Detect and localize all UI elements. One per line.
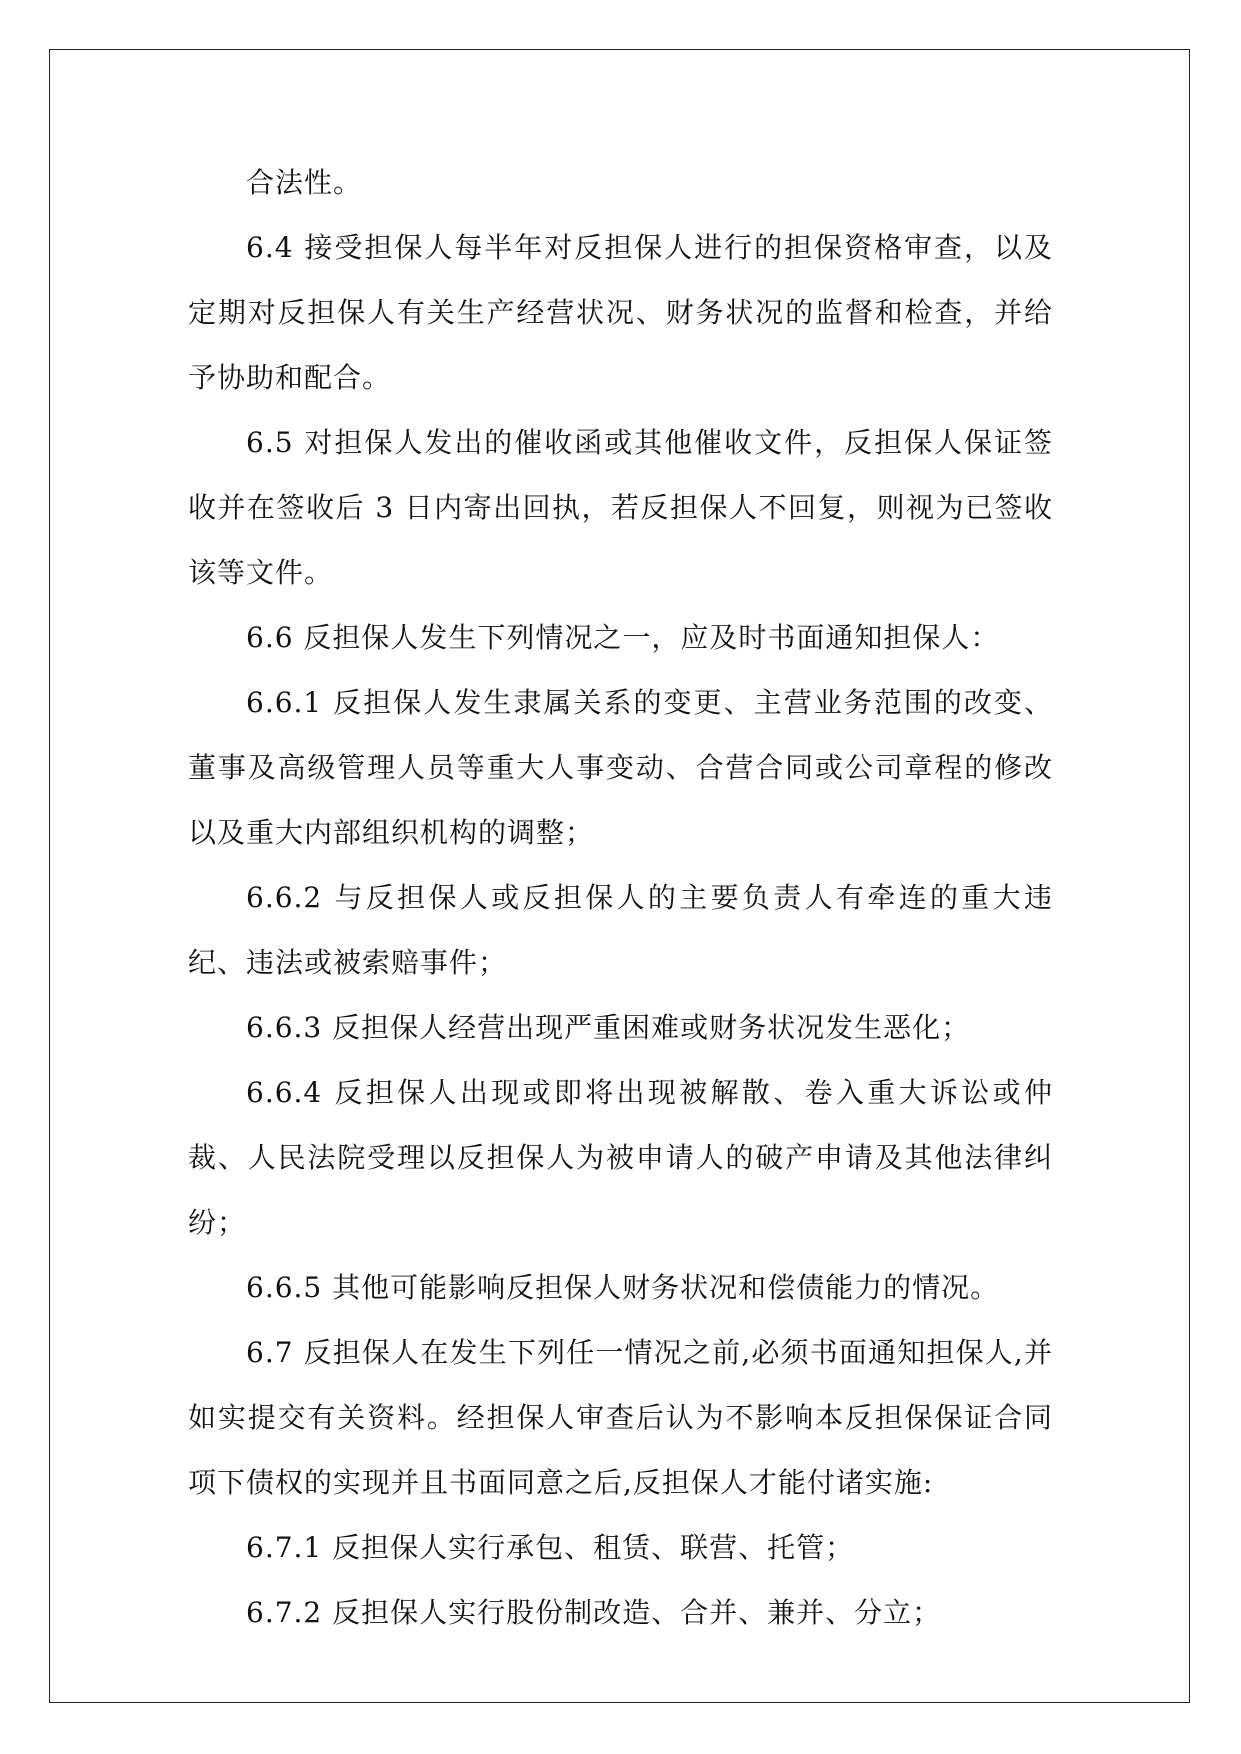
paragraph-6-6-1: 6.6.1 反担保人发生隶属关系的变更、主营业务范围的改变、董事及高级管理人员等重大人事变动、合营合同或公司章程的修改以及重大内部组织机构的调整； <box>188 686 1053 849</box>
paragraph-6-7-2: 6.7.2 反担保人实行股份制改造、合并、兼并、分立； <box>246 1596 942 1629</box>
document-body <box>188 150 1053 1645</box>
paragraph-6-7: 6.7 反担保人在发生下列任一情况之前,必须书面通知担保人,并如实提交有关资料。经担保人审查后认为不影响本反担保保证合同项下债权的实现并且书面同意之后,反担保人才能付诸实施: <box>188 1336 1053 1499</box>
paragraph-6-6-2: 6.6.2 与反担保人或反担保人的主要负责人有牵连的重大违纪、违法或被索赔事件； <box>188 881 1053 979</box>
paragraph-legality: 合法性。 <box>246 166 363 199</box>
paragraph-6-5: 6.5 对担保人发出的催收函或其他催收文件，反担保人保证签收并在签收后 3 日内寄出回执，若反担保人不回复，则视为已签收该等文件。 <box>188 426 1053 589</box>
paragraph-6-7-1: 6.7.1 反担保人实行承包、租赁、联营、托管； <box>246 1531 855 1564</box>
paragraph-6-6-4: 6.6.4 反担保人出现或即将出现被解散、卷入重大诉讼或仲裁、人民法院受理以反担保人为被申请人的破产申请及其他法律纠纷； <box>188 1076 1053 1239</box>
paragraph-6-6: 6.6 反担保人发生下列情况之一，应及时书面通知担保人： <box>246 621 1000 654</box>
paragraph-6-6-5: 6.6.5 其他可能影响反担保人财务状况和偿债能力的情况。 <box>246 1271 1000 1304</box>
paragraph-6-6-3: 6.6.3 反担保人经营出现严重困难或财务状况发生恶化； <box>246 1011 971 1044</box>
paragraph-6-4: 6.4 接受担保人每半年对反担保人进行的担保资格审查，以及定期对反担保人有关生产经营状况、财务状况的监督和检查，并给予协助和配合。 <box>188 231 1053 394</box>
